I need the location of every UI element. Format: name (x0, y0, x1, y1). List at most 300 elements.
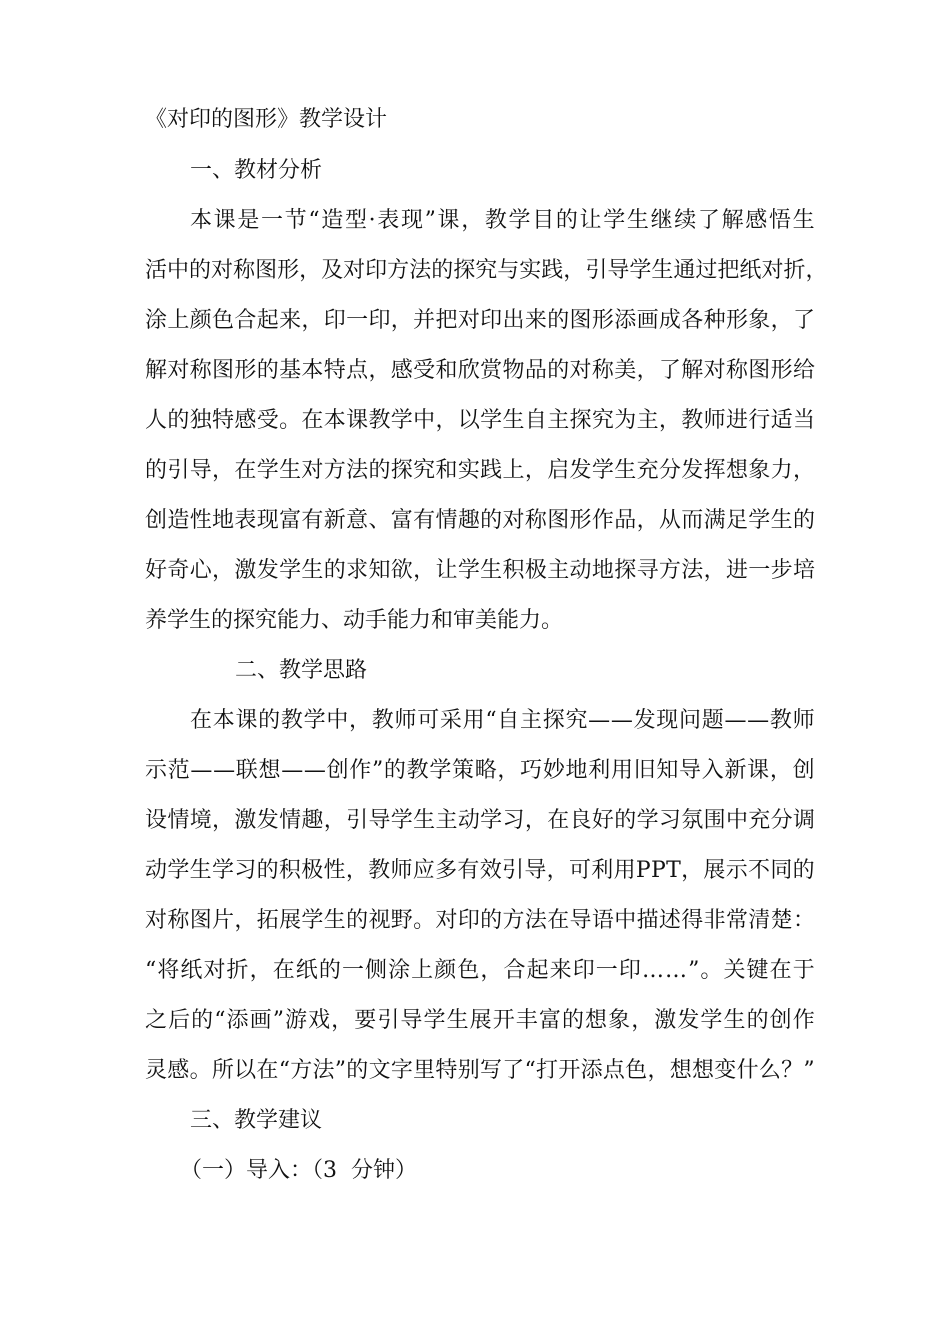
glyph: 语 (591, 908, 614, 933)
glyph: 一 (748, 558, 771, 583)
glyph: 让 (435, 558, 458, 583)
glyph: 方 (323, 458, 346, 483)
glyph: 灵 (145, 1058, 168, 1083)
glyph: 以 (457, 408, 480, 433)
glyph: 一 (341, 958, 364, 983)
glyph: 常 (725, 908, 748, 933)
glyph: 来 (549, 958, 572, 983)
glyph: 良 (569, 808, 592, 833)
glyph: — (281, 758, 304, 783)
glyph: 。 (700, 958, 723, 983)
glyph: 特 (435, 1058, 458, 1083)
glyph: 生 (614, 458, 637, 483)
glyph: 独 (189, 408, 212, 433)
glyph: 利 (588, 758, 611, 783)
glyph: 了 (697, 208, 720, 233)
glyph: 造 (321, 208, 344, 233)
glyph: 的 (792, 858, 815, 883)
glyph: 对 (343, 258, 366, 283)
glyph: 践 (480, 458, 503, 483)
paragraph-line (145, 856, 815, 886)
glyph: 一 (595, 958, 618, 983)
glyph: “ (214, 1008, 226, 1033)
glyph: 对 (569, 358, 592, 383)
glyph: 发 (256, 808, 279, 833)
glyph: 多 (435, 858, 458, 883)
glyph: 欲 (390, 558, 413, 583)
glyph: ， (792, 458, 815, 483)
glyph: 的 (323, 558, 346, 583)
section-heading-materials: 一、教材分析 (190, 158, 323, 183)
glyph: 示 (145, 758, 168, 783)
glyph: 称 (524, 508, 547, 533)
glyph: 策 (452, 758, 475, 783)
glyph: ， (368, 358, 391, 383)
glyph: 在 (547, 808, 570, 833)
glyph: 及 (321, 258, 344, 283)
glyph: “ (524, 1058, 536, 1083)
glyph: 究 (591, 408, 614, 433)
glyph: 印 (480, 308, 503, 333)
glyph: 继 (650, 208, 673, 233)
glyph: 了 (792, 308, 815, 333)
glyph: 教 (371, 708, 394, 733)
glyph: 进 (725, 558, 748, 583)
glyph: 图 (255, 258, 278, 283)
glyph: 实 (519, 258, 542, 283)
glyph: 的 (368, 458, 391, 483)
glyph: ， (546, 858, 569, 883)
glyph: ， (805, 258, 828, 283)
glyph: 了 (658, 358, 681, 383)
glyph: 图 (748, 358, 771, 383)
glyph: 画 (249, 1008, 272, 1033)
glyph: … (641, 958, 664, 983)
glyph: 地 (565, 758, 588, 783)
glyph: 围 (703, 808, 726, 833)
paragraph-line (145, 456, 815, 486)
glyph: 象 (748, 308, 771, 333)
glyph: 的 (480, 908, 503, 933)
glyph: 色 (457, 958, 480, 983)
glyph: 从 (658, 508, 681, 533)
glyph: 形 (725, 308, 748, 333)
glyph: 。 (413, 908, 436, 933)
glyph: 境 (189, 808, 212, 833)
glyph: 地 (591, 558, 614, 583)
glyph: 称 (189, 358, 212, 383)
glyph: 游 (285, 1008, 308, 1033)
glyph: 。 (279, 408, 302, 433)
glyph: 激 (234, 808, 257, 833)
glyph: 把 (717, 258, 740, 283)
glyph: 色 (625, 1058, 648, 1083)
glyph: 动 (569, 558, 592, 583)
glyph: 写 (479, 1058, 502, 1083)
glyph: 方 (290, 1058, 313, 1083)
glyph: 把 (435, 308, 458, 333)
glyph: 分 (658, 458, 681, 483)
glyph: 教 (368, 408, 391, 433)
glyph: 好 (145, 558, 168, 583)
glyph: … (665, 958, 688, 983)
glyph: 想 (725, 458, 748, 483)
paragraph-line (145, 306, 815, 336)
glyph: 引 (585, 258, 608, 283)
glyph: 称 (233, 258, 256, 283)
glyph: 极 (524, 558, 547, 583)
glyph: 的 (189, 258, 212, 283)
glyph: 激 (234, 558, 257, 583)
glyph: ， (524, 808, 547, 833)
glyph: 过 (695, 258, 718, 283)
glyph: 合 (503, 958, 526, 983)
glyph: 节 (284, 208, 307, 233)
glyph: 中 (725, 808, 748, 833)
glyph: 拓 (256, 908, 279, 933)
glyph: 培 (792, 558, 815, 583)
glyph: 人 (145, 408, 168, 433)
glyph: 主 (547, 408, 570, 433)
glyph: 生 (723, 1008, 746, 1033)
glyph: 一 (346, 308, 369, 333)
glyph: 学 (390, 408, 413, 433)
glyph: 形 (234, 358, 257, 383)
glyph: 的 (167, 408, 190, 433)
glyph: 基 (279, 358, 302, 383)
glyph: 学 (211, 858, 234, 883)
glyph: 不 (748, 858, 771, 883)
glyph: 生 (480, 558, 503, 583)
glyph: 动 (145, 858, 168, 883)
glyph: T (666, 858, 681, 883)
glyph: ， (299, 258, 322, 283)
glyph: “ (308, 208, 320, 233)
glyph: 印 (368, 308, 391, 333)
glyph: 称 (591, 358, 614, 383)
glyph: 的 (256, 358, 279, 383)
glyph: 型 (344, 208, 367, 233)
glyph: 知 (368, 558, 391, 583)
glyph: 在 (272, 958, 295, 983)
paragraph-line (145, 906, 815, 936)
glyph: 形 (277, 258, 300, 283)
glyph: 用 (462, 708, 485, 733)
glyph: 想 (585, 1008, 608, 1033)
glyph: 创 (326, 758, 349, 783)
glyph: 学 (508, 208, 531, 233)
glyph: ， (770, 308, 793, 333)
glyph: 发 (569, 458, 592, 483)
paragraph-line (145, 1056, 815, 1086)
glyph: 形 (770, 358, 793, 383)
glyph: 展 (469, 1008, 492, 1033)
glyph: 生 (323, 908, 346, 933)
glyph: 的 (746, 1008, 769, 1033)
glyph: 力 (770, 458, 793, 483)
glyph: 得 (681, 908, 704, 933)
glyph: 字 (390, 1058, 413, 1083)
glyph: 涂 (145, 308, 168, 333)
glyph: 丰 (515, 1008, 538, 1033)
section-heading-approach: 二、教学思路 (235, 658, 368, 683)
glyph: 发 (633, 708, 656, 733)
glyph: 发 (677, 1008, 700, 1033)
glyph: 氛 (681, 808, 704, 833)
glyph: 象 (748, 458, 771, 483)
glyph: 要 (354, 1008, 377, 1033)
glyph: 本 (301, 358, 324, 383)
glyph: 可 (568, 858, 591, 883)
glyph: 的 (480, 508, 503, 533)
glyph: 学 (303, 708, 326, 733)
glyph: 片 (212, 908, 235, 933)
glyph: 添 (226, 1008, 249, 1033)
glyph: 有 (413, 508, 436, 533)
glyph: 教 (406, 758, 429, 783)
glyph: 印 (572, 958, 595, 983)
glyph: 用 (613, 858, 636, 883)
glyph: 究 (475, 258, 498, 283)
glyph: 本 (323, 408, 346, 433)
glyph: 生 (189, 858, 212, 883)
glyph: 调 (792, 808, 815, 833)
glyph: 意 (346, 508, 369, 533)
glyph: 赏 (480, 358, 503, 383)
glyph: 对 (761, 258, 784, 283)
glyph: 采 (439, 708, 462, 733)
glyph: 受 (256, 408, 279, 433)
glyph: 学 (301, 908, 324, 933)
glyph: 戏 (308, 1008, 331, 1033)
glyph: 通 (673, 258, 696, 283)
glyph: · (368, 208, 376, 233)
glyph: 师 (394, 708, 417, 733)
glyph: 对 (145, 908, 168, 933)
glyph: ， (658, 408, 681, 433)
paragraph-line: 养学生的探究能力、动手能力和审美能力。 (145, 608, 564, 633)
glyph: ， (631, 1008, 654, 1033)
glyph: 发 (256, 558, 279, 583)
glyph: 极 (301, 858, 324, 883)
glyph: 在 (234, 458, 257, 483)
glyph: 课 (437, 208, 460, 233)
glyph: 涂 (388, 958, 411, 983)
glyph: 对 (211, 258, 234, 283)
glyph: 的 (318, 958, 341, 983)
glyph: 、 (368, 508, 391, 533)
glyph: 颜 (189, 308, 212, 333)
glyph: 让 (579, 208, 602, 233)
glyph: 主 (636, 408, 659, 433)
glyph: 来 (524, 308, 547, 333)
glyph: 述 (658, 908, 681, 933)
glyph: 生 (502, 408, 525, 433)
glyph: 纸 (180, 958, 203, 983)
glyph: 的 (561, 1008, 584, 1033)
glyph: 的 (547, 308, 570, 333)
glyph: ” (334, 1058, 347, 1083)
glyph: 法 (312, 1058, 335, 1083)
glyph: 生 (792, 208, 815, 233)
glyph: 引 (377, 1008, 400, 1033)
glyph: 各 (681, 308, 704, 333)
glyph: ” (688, 958, 700, 983)
glyph: 教 (368, 858, 391, 883)
glyph: 色 (212, 308, 235, 333)
glyph: 中 (167, 258, 190, 283)
glyph: 表 (377, 208, 400, 233)
glyph: P (650, 858, 666, 883)
glyph: 感 (390, 358, 413, 383)
glyph: 妙 (542, 758, 565, 783)
glyph: ， (497, 758, 520, 783)
glyph: 将 (157, 958, 180, 983)
glyph: 心 (189, 558, 212, 583)
glyph: 习 (658, 808, 681, 833)
glyph: 想 (669, 1058, 692, 1083)
glyph: 称 (725, 358, 748, 383)
glyph: 活 (145, 258, 168, 283)
glyph: 在 (256, 1058, 279, 1083)
glyph: 解 (681, 358, 704, 383)
glyph: 方 (502, 908, 525, 933)
glyph: 什 (736, 1058, 759, 1083)
glyph: 探 (390, 458, 413, 483)
glyph: 生 (413, 808, 436, 833)
paragraph-line (145, 806, 815, 836)
glyph: 课 (213, 208, 236, 233)
glyph: 之 (145, 1008, 168, 1033)
glyph: 上 (411, 958, 434, 983)
glyph: 本 (212, 708, 235, 733)
glyph: 积 (278, 858, 301, 883)
paragraph-line (145, 1006, 815, 1036)
glyph: 为 (614, 408, 637, 433)
glyph: 题 (701, 708, 724, 733)
glyph: 进 (725, 408, 748, 433)
glyph: 在 (547, 908, 570, 933)
glyph: ： (792, 908, 815, 933)
glyph: 对 (167, 358, 190, 383)
glyph: 法 (409, 258, 432, 283)
glyph: 本 (190, 208, 213, 233)
glyph: 旧 (633, 758, 656, 783)
glyph: 学 (636, 808, 659, 833)
glyph: 给 (792, 358, 815, 383)
glyph: 一 (261, 208, 284, 233)
glyph: 创 (792, 758, 815, 783)
glyph: 目 (532, 208, 555, 233)
glyph: 所 (211, 1058, 234, 1083)
glyph: 新 (323, 508, 346, 533)
glyph: 里 (413, 1058, 436, 1083)
glyph: 图 (569, 308, 592, 333)
glyph: 教 (681, 408, 704, 433)
glyph: 解 (721, 208, 744, 233)
glyph: 点 (346, 358, 369, 383)
glyph: 新 (724, 758, 747, 783)
paragraph-line (145, 356, 815, 386)
glyph: 起 (526, 958, 549, 983)
glyph: ， (769, 758, 792, 783)
glyph: 物 (502, 358, 525, 383)
glyph: 性 (323, 858, 346, 883)
glyph: 法 (524, 908, 547, 933)
glyph: 动 (457, 808, 480, 833)
glyph: 折 (226, 958, 249, 983)
glyph: ， (301, 308, 324, 333)
glyph: 学 (629, 258, 652, 283)
glyph: 践 (541, 258, 564, 283)
glyph: 当 (792, 408, 815, 433)
glyph: 分 (770, 808, 793, 833)
glyph: 地 (212, 508, 235, 533)
glyph: 对 (301, 458, 324, 483)
glyph: ， (647, 1058, 670, 1083)
glyph: 打 (536, 1058, 559, 1083)
glyph: 想 (692, 1058, 715, 1083)
glyph: 的 (346, 1058, 369, 1083)
glyph: 么 (758, 1058, 781, 1083)
glyph: ” (371, 758, 384, 783)
glyph: 自 (524, 408, 547, 433)
glyph: 的 (547, 358, 570, 383)
glyph: ， (703, 558, 726, 583)
glyph: 纸 (295, 958, 318, 983)
glyph: 巧 (520, 758, 543, 783)
paragraph-line (145, 406, 815, 436)
glyph: 教 (484, 208, 507, 233)
glyph: 有 (457, 858, 480, 883)
glyph: 中 (614, 908, 637, 933)
glyph: 图 (212, 358, 235, 383)
glyph: 联 (235, 758, 258, 783)
glyph: 视 (368, 908, 391, 933)
glyph: 主 (520, 708, 543, 733)
glyph: 于 (792, 958, 815, 983)
glyph: 楚 (770, 908, 793, 933)
glyph: 富 (538, 1008, 561, 1033)
glyph: ” (272, 1008, 284, 1033)
glyph: 充 (636, 458, 659, 483)
glyph: ， (212, 458, 235, 483)
glyph: 在 (190, 708, 213, 733)
glyph: 导 (607, 258, 630, 283)
glyph: 略 (474, 758, 497, 783)
glyph: 趣 (301, 808, 324, 833)
glyph: 在 (769, 958, 792, 983)
glyph: 学 (390, 808, 413, 833)
glyph: 而 (681, 508, 704, 533)
glyph: — (303, 758, 326, 783)
glyph: 的 (383, 758, 406, 783)
glyph: 自 (497, 708, 520, 733)
glyph: 探 (614, 558, 637, 583)
glyph: 作 (349, 758, 372, 783)
glyph: 究 (565, 708, 588, 733)
glyph: 学 (480, 808, 503, 833)
glyph: — (588, 708, 611, 733)
glyph: — (724, 708, 747, 733)
glyph: 受 (413, 358, 436, 383)
glyph: 同 (770, 858, 793, 883)
glyph: 生 (651, 258, 674, 283)
glyph: 创 (769, 1008, 792, 1033)
glyph: ， (234, 908, 257, 933)
glyph: 变 (714, 1058, 737, 1083)
glyph: 对 (703, 358, 726, 383)
